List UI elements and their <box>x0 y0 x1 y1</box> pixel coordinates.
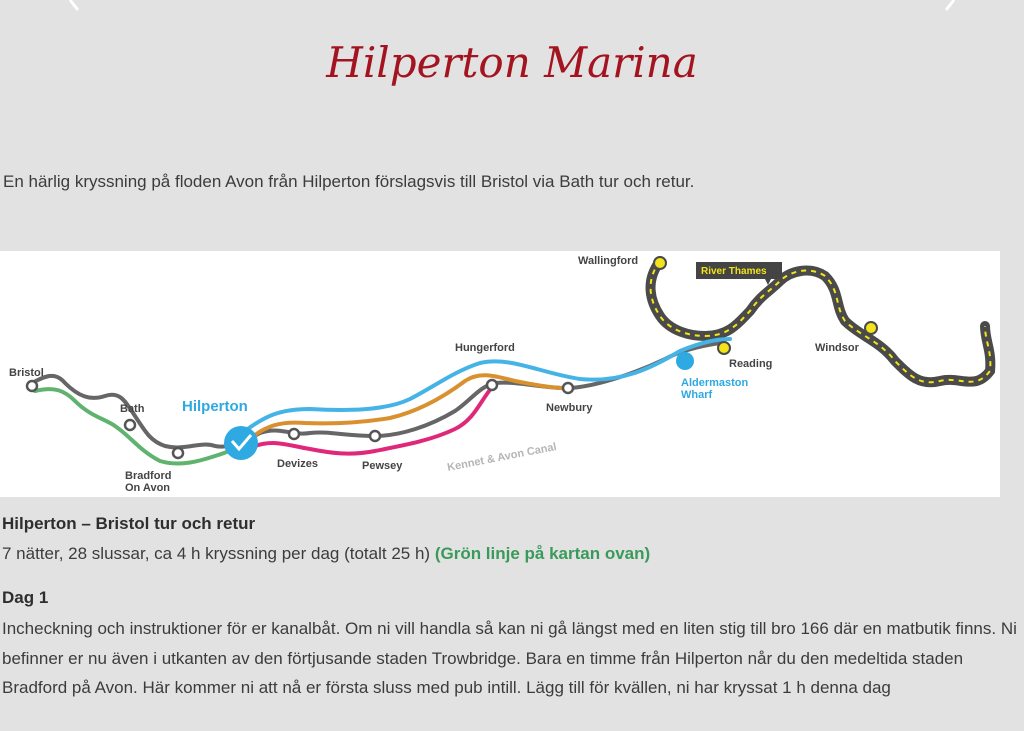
label-reading: Reading <box>729 358 773 370</box>
label-bradford-2: On Avon <box>125 482 171 494</box>
previous-arrow-icon[interactable] <box>66 0 80 14</box>
wallingford-station <box>654 257 666 269</box>
label-newbury: Newbury <box>546 402 593 414</box>
label-aldermaston-2: Wharf <box>681 389 713 401</box>
label-devizes: Devizes <box>277 458 318 470</box>
devizes-station <box>289 429 299 439</box>
label-bath: Bath <box>120 403 145 415</box>
label-pewsey: Pewsey <box>362 460 403 472</box>
aldermaston-station <box>676 352 694 370</box>
bradford-station <box>173 448 183 458</box>
day-1-text: Incheckning och instruktioner för er kanalbåt. Om ni vill handla så kan ni gå längst med en liten stig till bro 166 där en matbutik finns. Ni befinner er nu även i utkanten av den förtjusande staden Trowbridge. Bara en timme från Hilperton når du den medeltida staden Bradford på Avon. Här kommer ni att nå er första sluss med pub intill. Lägg till för kvällen, ni har kryssat 1 h denna dag <box>2 619 1017 697</box>
bath-station <box>125 420 135 430</box>
bristol-station <box>27 381 37 391</box>
hungerford-station <box>487 380 497 390</box>
windsor-station <box>865 322 877 334</box>
route-details <box>2 544 650 564</box>
newbury-station <box>563 383 573 393</box>
label-bristol: Bristol <box>9 367 44 379</box>
day-1-heading: Dag 1 <box>2 588 49 607</box>
label-hungerford: Hungerford <box>455 342 515 354</box>
route-map <box>0 251 1000 497</box>
river-thames-line <box>651 261 991 382</box>
route-highlight: (Grön linje på kartan ovan) <box>434 544 651 563</box>
label-wallingford: Wallingford <box>578 255 639 267</box>
route-details-text: 7 nätter, 28 slussar, ca 4 h kryssning per dag (totalt 25 h) <box>2 544 431 563</box>
pewsey-station <box>370 431 380 441</box>
label-windsor: Windsor <box>815 342 859 354</box>
label-thames: River Thames <box>701 266 767 277</box>
check-marker-icon <box>224 426 258 460</box>
label-aldermaston-1: Aldermaston <box>681 377 749 389</box>
page-title: Hilperton Marina <box>326 38 698 87</box>
label-hilperton: Hilperton <box>182 398 248 415</box>
label-bradford-1: Bradford <box>125 470 172 482</box>
intro-text: En härlig kryssning på floden Avon från Hilperton förslagsvis till Bristol via Bath tur och retur. <box>3 172 695 191</box>
label-canal: Kennet & Avon Canal <box>446 440 558 474</box>
reading-station <box>718 342 730 354</box>
next-arrow-icon[interactable] <box>944 0 958 14</box>
route-heading: Hilperton – Bristol tur och retur <box>2 514 256 533</box>
